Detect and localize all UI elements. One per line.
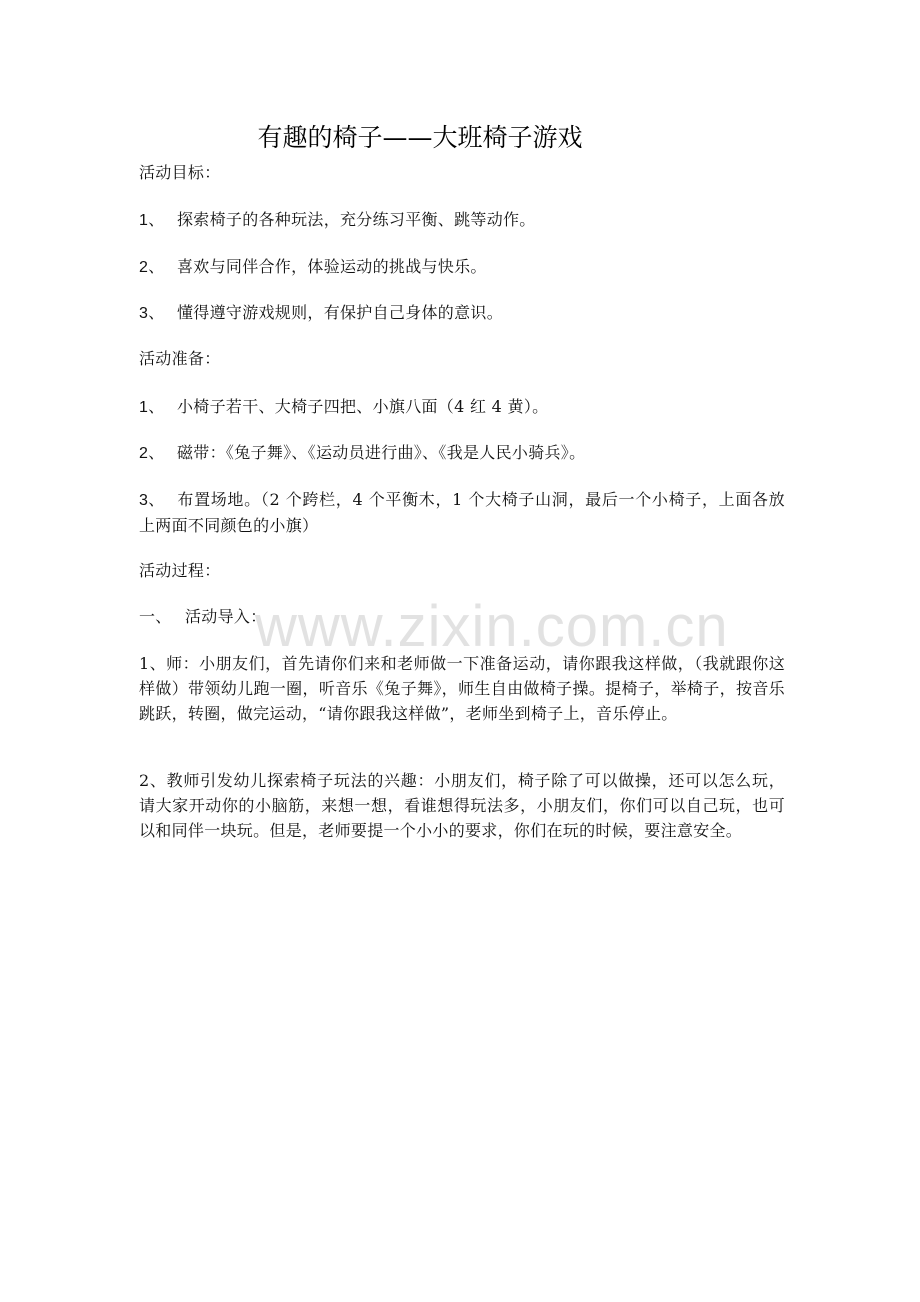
watermark: www.zixin.com.cn (255, 594, 729, 659)
section-title: 活动导入： (185, 607, 267, 626)
process-paragraph-1: 1、师：小朋友们，首先请你们来和老师做一下准备运动，请你跟我这样做，（我就跟你这样做）带领幼儿跑一圈，听音乐《兔子舞》，师生自由做椅子操。提椅子，举椅子，按音乐跳跃，转圈，做完运动，“请你跟我这样做”，老师坐到椅子上，音乐停止。 (139, 654, 785, 723)
document-title: 有趣的椅子——大班椅子游戏 (257, 123, 583, 152)
preparation-text: 布置场地。（2 个跨栏，4 个平衡木，1 个大椅子山洞，最后一个小椅子，上面各放上两面不同颜色的小旗） (139, 490, 785, 535)
process-paragraph-2: 2、教师引发幼儿探索椅子玩法的兴趣：小朋友们，椅子除了可以做操，还可以怎么玩，请大家开动你的小脑筋，来想一想，看谁想得玩法多，小朋友们，你们可以自己玩，也可以和同伴一块玩。但是，老师要提一个小小的要求，你们在玩的时候，要注意安全。 (139, 771, 785, 840)
goal-number: 1、 (139, 212, 165, 229)
process-heading: 活动过程： (139, 561, 221, 580)
preparation-text: 小椅子若干、大椅子四把、小旗八面（4 红 4 黄）。 (177, 397, 549, 416)
preparation-heading: 活动准备： (139, 349, 221, 368)
preparation-text: 磁带：《兔子舞》、《运动员进行曲》、《我是人民小骑兵》。 (177, 443, 586, 462)
preparation-item-1 (139, 394, 785, 420)
preparation-number: 1、 (139, 399, 165, 416)
goal-item-2 (139, 254, 785, 280)
goals-heading: 活动目标： (139, 163, 221, 182)
preparation-item-3 (139, 487, 785, 538)
preparation-number: 3、 (139, 492, 165, 509)
goal-text: 懂得遵守游戏规则，有保护自己身体的意识。 (177, 303, 504, 322)
goal-text: 探索椅子的各种玩法，充分练习平衡、跳等动作。 (177, 210, 536, 229)
goal-item-3 (139, 300, 785, 326)
goal-text: 喜欢与同伴合作，体验运动的挑战与快乐。 (177, 257, 487, 276)
preparation-item-2 (139, 440, 785, 466)
preparation-number: 2、 (139, 445, 165, 462)
goal-number: 2、 (139, 259, 165, 276)
goal-item-1 (139, 207, 785, 233)
goal-number: 3、 (139, 305, 165, 322)
section-number: 一、 (139, 609, 172, 626)
